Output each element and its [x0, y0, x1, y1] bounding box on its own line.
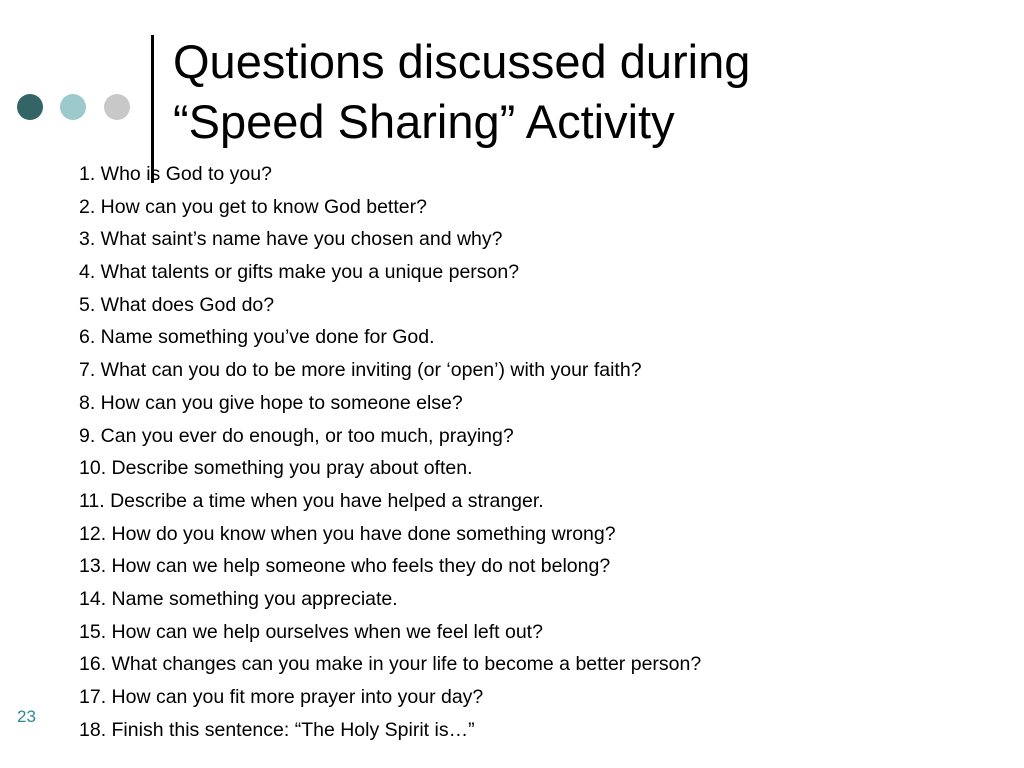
question-item: 3. What saint’s name have you chosen and why?	[79, 228, 503, 251]
slide-title-line-1: Questions discussed during	[173, 35, 751, 88]
question-item: 7. What can you do to be more inviting (or ‘open’) with your faith?	[79, 359, 642, 382]
question-item: 17. How can you fit more prayer into your day?	[79, 686, 484, 708]
question-item: 8. How can you give hope to someone else?	[79, 391, 463, 414]
question-item: 5. What does God do?	[79, 293, 275, 316]
question-item: 11. Describe a time when you have helped a stranger.	[79, 489, 544, 512]
question-item: 12. How do you know when you have done something wrong?	[79, 522, 616, 545]
question-item: 16. What changes can you make in your life to become a better person?	[79, 653, 702, 676]
question-item: 2. How can you get to know God better?	[79, 195, 427, 218]
slide-title-line-2: “Speed Sharing” Activity	[173, 95, 675, 148]
slide-title	[173, 32, 993, 152]
question-item: 6. Name something you’ve done for God.	[79, 326, 435, 349]
question-item: 4. What talents or gifts make you a unique person?	[79, 261, 520, 284]
decorative-dot-dark	[17, 94, 43, 120]
question-item: 15. How can we help ourselves when we feel left out?	[79, 620, 543, 643]
question-list	[79, 158, 701, 746]
question-item: 14. Name something you appreciate.	[79, 587, 398, 610]
question-item: 13. How can we help someone who feels they do not belong?	[79, 555, 611, 578]
decorative-dot-light	[60, 94, 86, 120]
decorative-dot-grey	[104, 94, 130, 120]
question-item: 1. Who is God to you?	[79, 163, 272, 185]
question-item: 18. Finish this sentence: “The Holy Spirit is…”	[79, 718, 475, 741]
question-item: 10. Describe something you pray about often.	[79, 457, 473, 480]
question-item: 9. Can you ever do enough, or too much, praying?	[79, 424, 514, 447]
slide-number: 23	[17, 707, 36, 726]
